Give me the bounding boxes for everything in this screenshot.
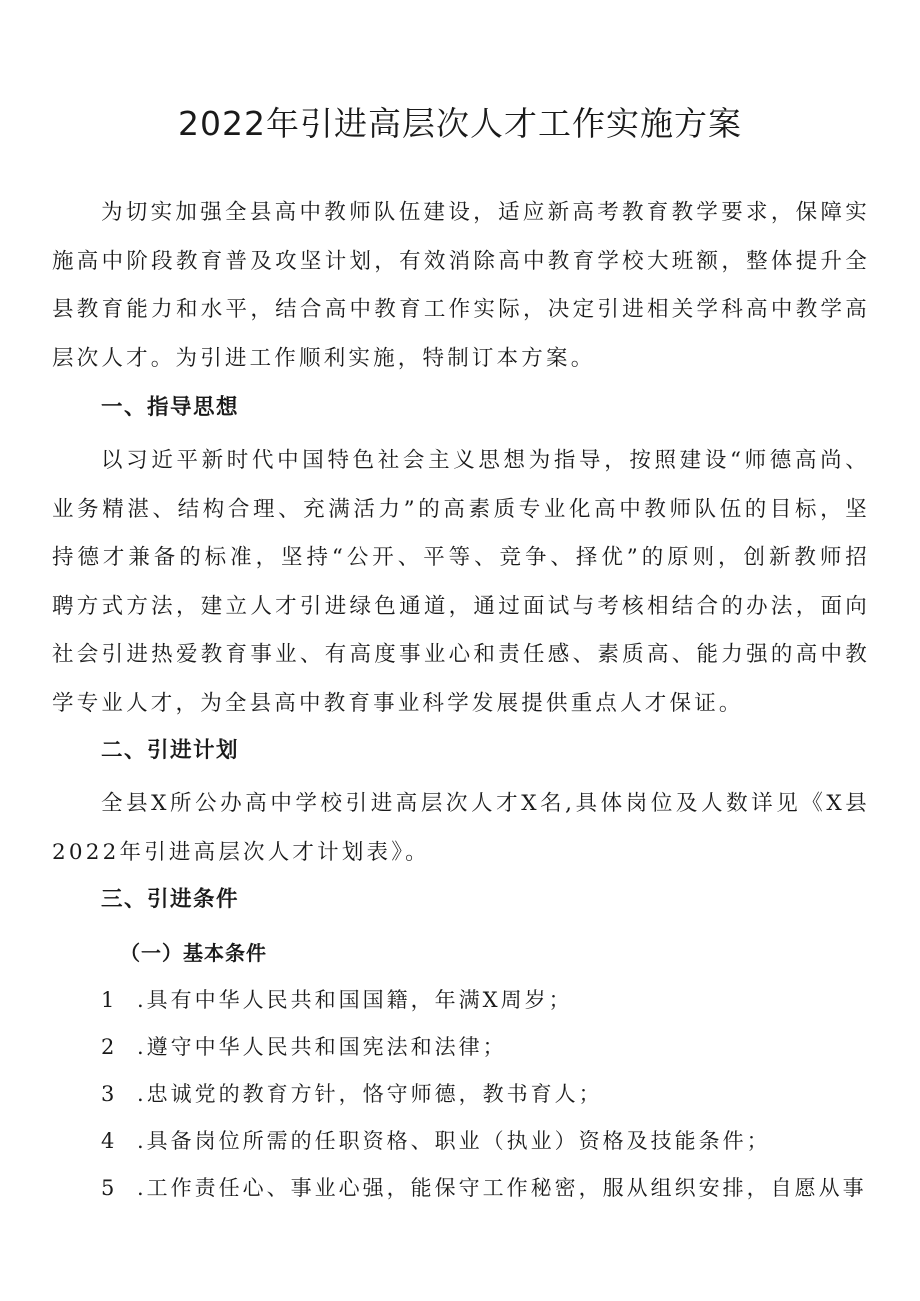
list-item bbox=[101, 977, 867, 1024]
list-item-text: .遵守中华人民共和国宪法和法律； bbox=[137, 1035, 507, 1059]
list-item bbox=[101, 1165, 867, 1212]
section-body-guiding-ideology: 以习近平新时代中国特色社会主义思想为指导，按照建设“师德高尚、业务精湛、结构合理、充满活力”的高素质专业化高中教师队伍的目标，坚持德才兼备的标准，坚持“公开、平等、竞争、择优”的原则，创新教师招聘方式方法，建立人才引进绿色通道，通过面试与考核相结合的办法，面向社会引进热爱教育事业、有高度事业心和责任感、素质高、能力强的高中教学专业人才，为全县高中教育事业科学发展提供重点人才保证。 bbox=[52, 448, 870, 716]
list-item-text: .忠诚党的教育方针，恪守师德，教书育人； bbox=[137, 1082, 603, 1106]
section-heading-introduction-plan: 二、引进计划 bbox=[101, 738, 240, 763]
list-item bbox=[101, 1024, 867, 1071]
document-title: 2022年引进高层次人才工作实施方案 bbox=[178, 104, 742, 143]
list-item-number: 5 bbox=[101, 1176, 115, 1200]
section-heading-guiding-ideology: 一、指导思想 bbox=[101, 395, 240, 420]
list-item-text: .工作责任心、事业心强，能保守工作秘密，服从组织安排，自愿从事 bbox=[137, 1176, 867, 1200]
list-item bbox=[101, 1071, 867, 1118]
list-item bbox=[101, 1118, 867, 1165]
section-body-introduction-plan: 全县X所公办高中学校引进高层次人才X名,具体岗位及人数详见《X县2022年引进高层次人才计划表》。 bbox=[52, 791, 870, 865]
list-item-number: 2 bbox=[101, 1035, 115, 1059]
section-heading-requirements: 三、引进条件 bbox=[101, 887, 240, 912]
requirements-list bbox=[101, 977, 867, 1212]
list-item-number: 1 bbox=[101, 988, 115, 1012]
intro-paragraph: 为切实加强全县高中教师队伍建设，适应新高考教育教学要求，保障实施高中阶段教育普及攻坚计划，有效消除高中教育学校大班额，整体提升全县教育能力和水平，结合高中教育工作实际，决定引进相关学科高中教学高层次人才。为引进工作顺利实施，特制订本方案。 bbox=[52, 200, 870, 371]
list-item-number: 4 bbox=[101, 1129, 115, 1153]
list-item-text: .具有中华人民共和国国籍，年满X周岁； bbox=[137, 988, 573, 1012]
subsection-heading-basic-requirements: （一）基本条件 bbox=[120, 941, 267, 965]
list-item-text: .具备岗位所需的任职资格、职业（执业）资格及技能条件； bbox=[137, 1129, 771, 1153]
list-item-number: 3 bbox=[101, 1082, 115, 1106]
